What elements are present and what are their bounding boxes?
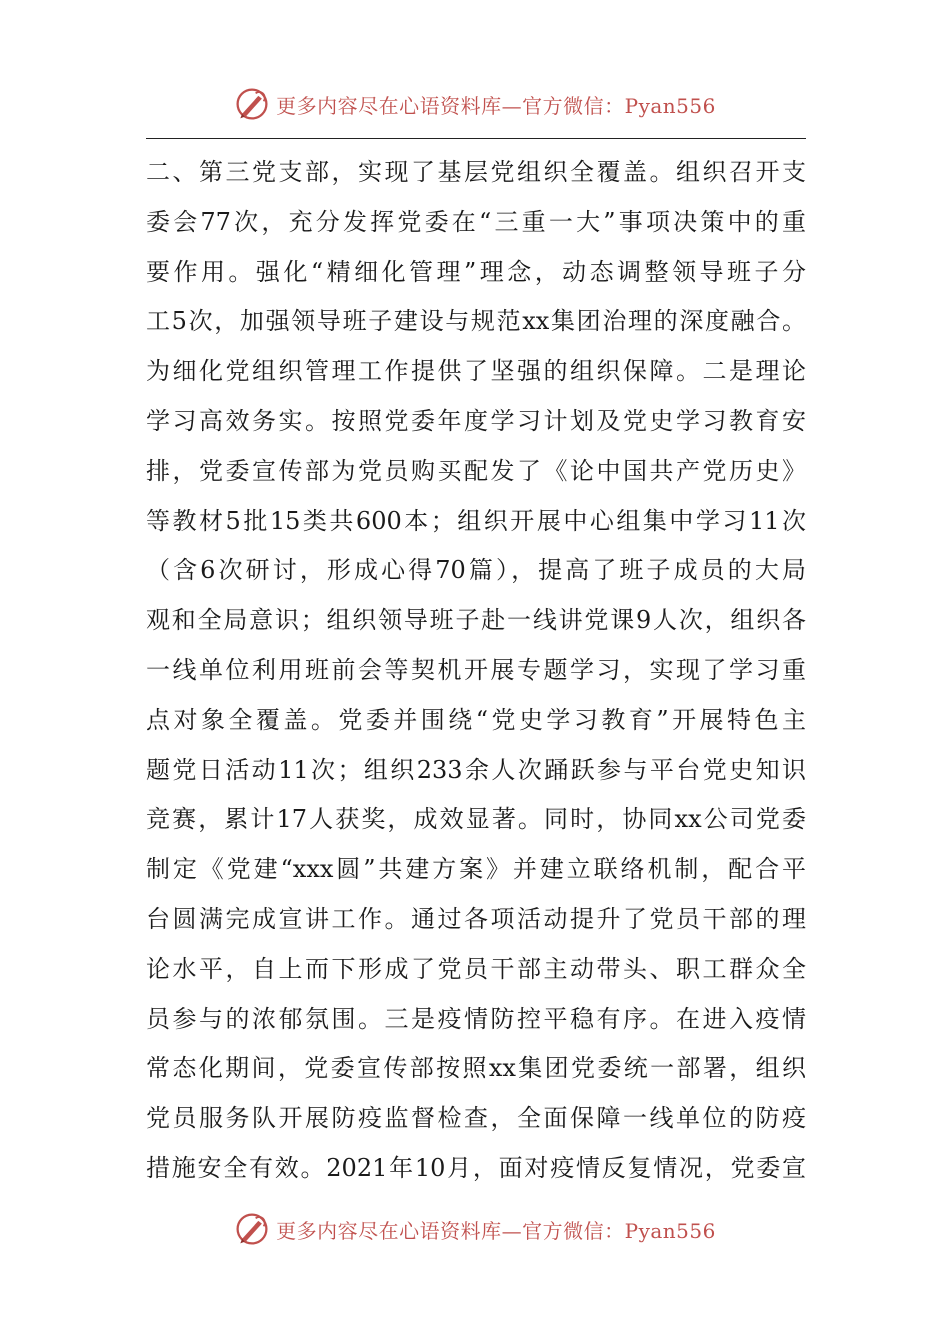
body-line: 工5次，加强领导班子建设与规范xx集团治理的深度融合。 — [146, 307, 806, 336]
body-line: 学习高效务实。按照党委年度学习计划及党史学习教育安 — [146, 406, 806, 435]
footer-banner-text — [276, 1215, 716, 1244]
header-banner — [0, 84, 950, 124]
body-line: （含6次研讨，形成心得70篇），提高了班子成员的大局 — [146, 556, 806, 585]
body-line: 党员服务队开展防疫监督检查，全面保障一线单位的防疫 — [146, 1104, 806, 1133]
body-line: 措施安全有效。2021年10月，面对疫情反复情况，党委宣 — [146, 1153, 806, 1182]
header-rule — [146, 138, 806, 139]
body-line: 竞赛，累计17人获奖，成效显著。同时，协同xx公司党委 — [146, 805, 806, 834]
body-line: 点对象全覆盖。党委并围绕“党史学习教育”开展特色主 — [146, 705, 806, 734]
body-line: 排，党委宣传部为党员购买配发了《论中国共产党历史》 — [146, 456, 806, 485]
body-line: 要作用。强化“精细化管理”理念，动态调整领导班子分 — [146, 257, 806, 286]
header-wechat-id: Pyan556 — [624, 93, 716, 118]
header-brand-text: 更多内容尽在心语资料库 — [276, 93, 502, 118]
header-wechat-label: 官方微信： — [522, 93, 625, 118]
body-line: 委会77次，充分发挥党委在“三重一大”事项决策中的重 — [146, 207, 806, 236]
pen-logo-icon — [234, 1211, 270, 1247]
body-line: 常态化期间，党委宣传部按照xx集团党委统一部署，组织 — [146, 1054, 806, 1083]
footer-brand-text: 更多内容尽在心语资料库 — [276, 1218, 502, 1243]
body-line: 题党日活动11次；组织233余人次踊跃参与平台党史知识 — [146, 755, 806, 784]
body-line: 二、第三党支部，实现了基层党组织全覆盖。组织召开支 — [146, 158, 806, 186]
body-line: 为细化党组织管理工作提供了坚强的组织保障。二是理论 — [146, 357, 806, 386]
pen-logo-icon — [234, 86, 270, 122]
body-line: 观和全局意识；组织领导班子赴一线讲党课9人次，组织各 — [146, 606, 806, 635]
footer-banner — [0, 1209, 950, 1249]
body-line: 员参与的浓郁氛围。三是疫情防控平稳有序。在进入疫情 — [146, 1004, 806, 1033]
body-line: 台圆满完成宣讲工作。通过各项活动提升了党员干部的理 — [146, 904, 806, 933]
header-banner-text — [276, 90, 716, 119]
header-separator: — — [501, 93, 523, 118]
body-line: 等教材5批15类共600本；组织开展中心组集中学习11次 — [146, 506, 806, 535]
body-line: 制定《党建“xxx圆”共建方案》并建立联络机制，配合平 — [146, 855, 806, 884]
footer-wechat-id: Pyan556 — [624, 1218, 716, 1243]
body-text — [146, 148, 806, 1194]
body-line: 一线单位利用班前会等契机开展专题学习，实现了学习重 — [146, 655, 806, 684]
footer-wechat-label: 官方微信： — [522, 1218, 625, 1243]
body-line: 论水平，自上而下形成了党员干部主动带头、职工群众全 — [146, 954, 806, 983]
footer-separator: — — [501, 1218, 523, 1243]
